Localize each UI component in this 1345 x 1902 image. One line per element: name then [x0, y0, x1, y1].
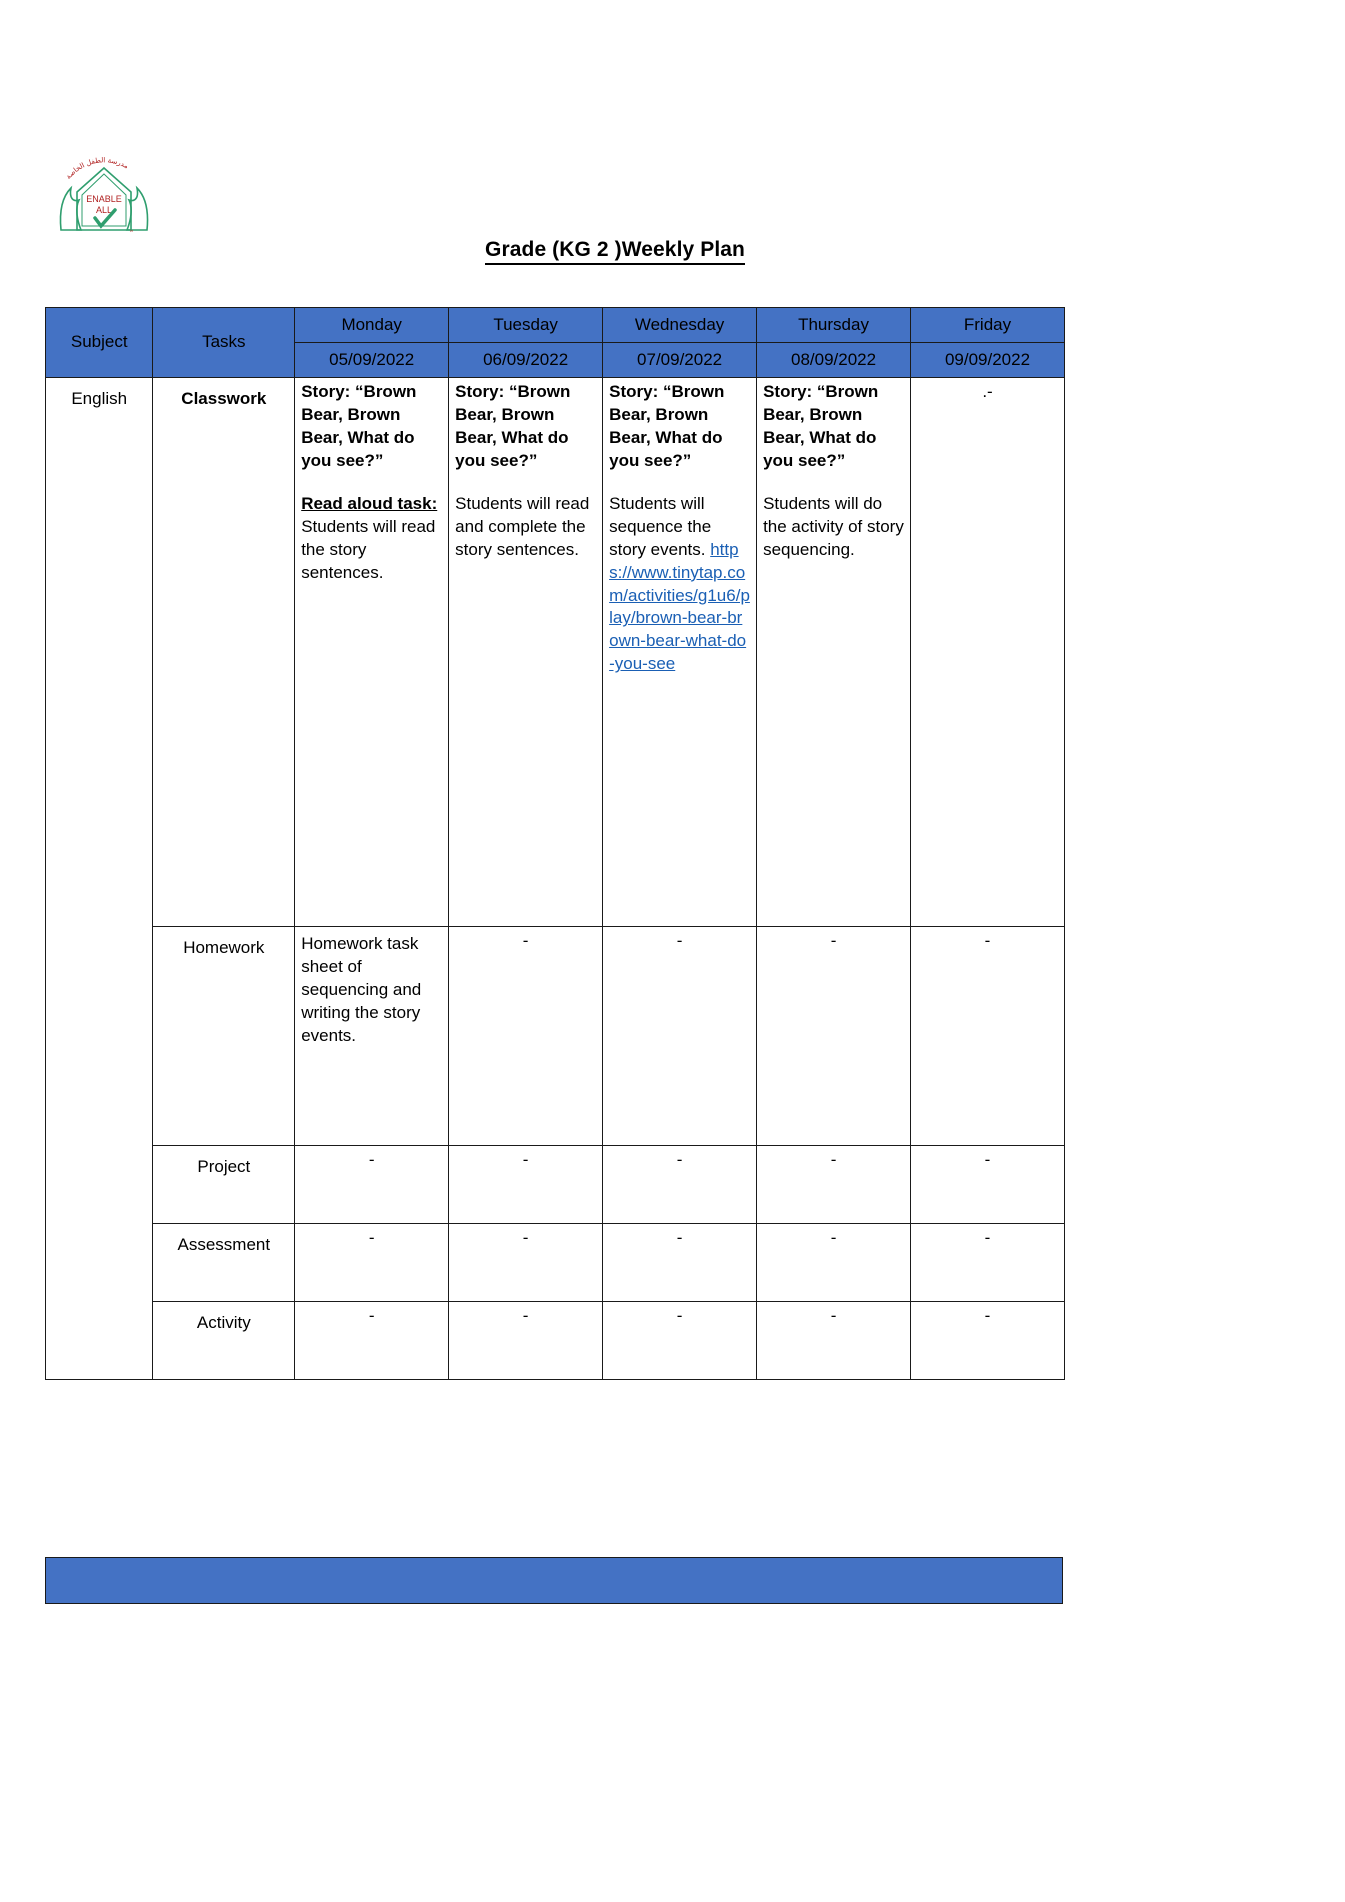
classwork-wednesday-body: Students will sequence the story events. — [609, 493, 712, 559]
cell-classwork-wednesday — [603, 378, 757, 927]
column-date-monday: 05/09/2022 — [295, 343, 449, 378]
column-header-monday: Monday — [295, 308, 449, 343]
cell-assessment-friday: - — [911, 1224, 1065, 1302]
table-row-assessment — [46, 1224, 1065, 1302]
column-date-friday: 09/09/2022 — [911, 343, 1065, 378]
page-title-text: Grade (KG 2 )Weekly Plan — [485, 238, 745, 265]
classwork-tuesday-story: Story: “Brown Bear, Brown Bear, What do you see?” — [455, 382, 571, 470]
cell-activity-wednesday: - — [603, 1302, 757, 1380]
weekly-plan-table — [45, 307, 1065, 1380]
column-header-wednesday: Wednesday — [603, 308, 757, 343]
cell-assessment-tuesday: - — [449, 1224, 603, 1302]
school-logo-icon — [55, 152, 153, 232]
cell-activity-monday: - — [295, 1302, 449, 1380]
subject-english: English — [46, 378, 153, 1380]
cell-activity-thursday: - — [757, 1302, 911, 1380]
spacer — [301, 473, 442, 493]
column-header-subject: Subject — [46, 308, 153, 378]
cell-homework-wednesday: - — [603, 927, 757, 1146]
column-header-tuesday: Tuesday — [449, 308, 603, 343]
cell-assessment-wednesday: - — [603, 1224, 757, 1302]
cell-classwork-monday — [295, 378, 449, 927]
table-row-activity — [46, 1302, 1065, 1380]
spacer — [763, 473, 904, 493]
column-date-thursday: 08/09/2022 — [757, 343, 911, 378]
classwork-monday-task-heading: Read aloud task: — [301, 493, 438, 513]
classwork-tuesday-body: Students will read and complete the story sentences. — [455, 493, 590, 559]
cell-homework-tuesday: - — [449, 927, 603, 1146]
classwork-monday-task-body: Students will read the story sentences. — [301, 516, 436, 582]
spacer — [455, 473, 596, 493]
spacer — [609, 473, 750, 493]
table-row-project — [46, 1146, 1065, 1224]
svg-text:ALL: ALL — [95, 205, 113, 215]
cell-homework-monday: Homework task sheet of sequencing and writing the story events. — [295, 927, 449, 1146]
svg-text:مدرسة الطفل الخاصة: مدرسة الطفل الخاصة — [64, 156, 130, 181]
classwork-thursday-story: Story: “Brown Bear, Brown Bear, What do you see?” — [763, 382, 879, 470]
column-date-wednesday: 07/09/2022 — [603, 343, 757, 378]
cell-project-wednesday: - — [603, 1146, 757, 1224]
table-header-row-days — [46, 308, 1065, 343]
column-header-tasks: Tasks — [153, 308, 295, 378]
cell-classwork-friday: .- — [911, 378, 1065, 927]
cell-project-monday: - — [295, 1146, 449, 1224]
cell-homework-thursday: - — [757, 927, 911, 1146]
cell-activity-tuesday: - — [449, 1302, 603, 1380]
task-label-homework: Homework — [153, 927, 295, 1146]
table-row-homework — [46, 927, 1065, 1146]
document-header — [0, 140, 1345, 260]
column-header-thursday: Thursday — [757, 308, 911, 343]
table-footer-bar — [45, 1557, 1063, 1604]
cell-assessment-monday: - — [295, 1224, 449, 1302]
page-title — [0, 238, 1230, 262]
cell-classwork-tuesday — [449, 378, 603, 927]
classwork-thursday-body: Students will do the activity of story sequencing. — [763, 493, 904, 559]
task-label-activity: Activity — [153, 1302, 295, 1380]
classwork-wednesday-link[interactable]: https://www.tinytap.com/activities/g1u6/play/brown-bear-brown-bear-what-do-you-see — [609, 539, 750, 674]
classwork-monday-story: Story: “Brown Bear, Brown Bear, What do you see?” — [301, 382, 417, 470]
cell-assessment-thursday: - — [757, 1224, 911, 1302]
task-label-classwork: Classwork — [153, 378, 295, 927]
cell-project-tuesday: - — [449, 1146, 603, 1224]
svg-text:GOOD WILL CHILDREN PRIVATE SCH: S — [128, 228, 135, 232]
cell-activity-friday: - — [911, 1302, 1065, 1380]
column-header-friday: Friday — [911, 308, 1065, 343]
cell-classwork-thursday — [757, 378, 911, 927]
cell-homework-friday: - — [911, 927, 1065, 1146]
svg-text:ENABLE: ENABLE — [86, 194, 122, 204]
task-label-project: Project — [153, 1146, 295, 1224]
table-row-classwork — [46, 378, 1065, 927]
cell-project-thursday: - — [757, 1146, 911, 1224]
task-label-assessment: Assessment — [153, 1224, 295, 1302]
column-date-tuesday: 06/09/2022 — [449, 343, 603, 378]
cell-project-friday: - — [911, 1146, 1065, 1224]
classwork-wednesday-story: Story: “Brown Bear, Brown Bear, What do you see?” — [609, 382, 725, 470]
